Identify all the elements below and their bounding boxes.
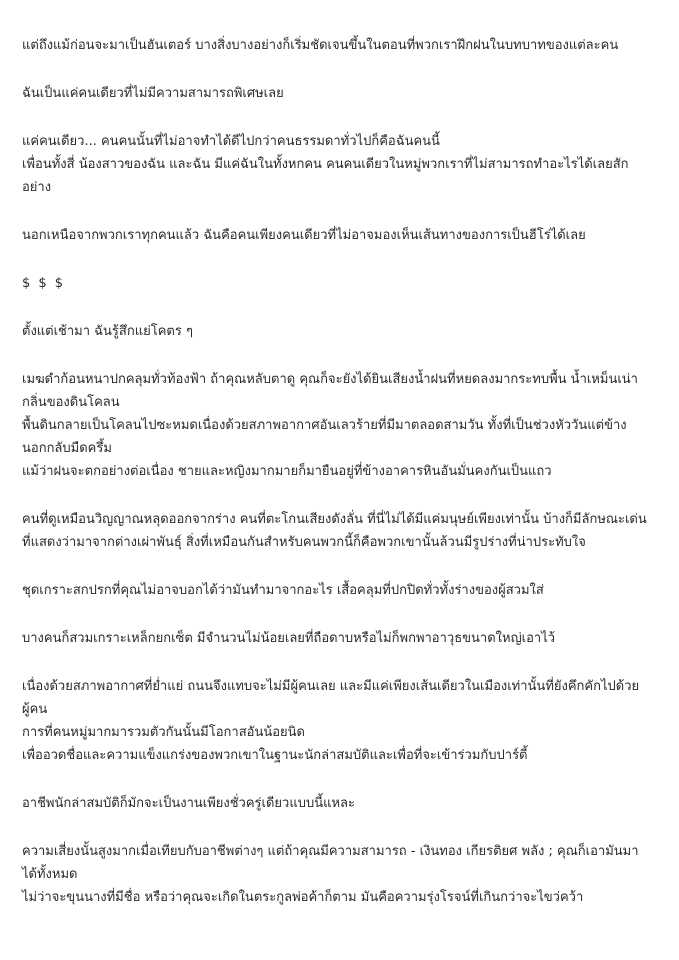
text-line: เพื่ออวดชื่อและความแข็งแกร่งของพวกเขาในฐานะนักล่าสมบัติและเพื่อที่จะเข้าร่วมกับปาร์ตี้	[22, 748, 528, 763]
text-line: คนที่ดูเหมือนวิญญาณหลุดออกจากร่าง คนที่ตะโกนเสียงดังลั่น ที่นี่ไม่ได้มีแค่มนุษย์เพียงเท่านั้น บ้างก็มีลักษณะเด่น	[22, 512, 647, 527]
paragraph	[22, 579, 662, 602]
text-line: แค่คนเดียว... คนคนนั้นที่ไม่อาจทำได้ดีไปกว่าคนธรรมดาทั่วไปก็คือฉันคนนี้	[22, 134, 440, 149]
text-line: ไม่ว่าจะขุนนางที่มีชื่อ หรือว่าคุณจะเกิดในตระกูลพ่อค้าก็ตาม มันคือความรุ่งโรจน์ที่เกินกว่าจะไขว่คว้า	[22, 890, 584, 905]
text-line: กลิ่นของดินโคลน	[22, 395, 120, 410]
text-line: ผู้คน	[22, 702, 48, 717]
text-line: เมฆดำก้อนหนาปกคลุมทั่วท้องฟ้า ถ้าคุณหลับตาดู คุณก็จะยังได้ยินเสียงน้ำฝนที่หยดลงมากระทบพื้น น้ำเหม็นเน่า	[22, 372, 638, 387]
section-separator	[22, 272, 662, 295]
article-body	[22, 34, 662, 934]
text-line: อย่าง	[22, 180, 52, 195]
text-line: พื้นดินกลายเป็นโคลนไปซะหมดเนื่องด้วยสภาพอากาศอันเลวร้ายที่มีมาตลอดสามวัน ทั้งที่เป็นช่วงหัววันแต่ข้าง	[22, 418, 627, 433]
paragraph	[22, 840, 662, 909]
paragraph	[22, 675, 662, 767]
paragraph	[22, 320, 662, 343]
text-line: $ $ $	[22, 276, 66, 291]
text-line: ได้ทั้งหมด	[22, 867, 78, 882]
text-line: ฉันเป็นแค่คนเดียวที่ไม่มีความสามารถพิเศษเลย	[22, 86, 284, 101]
text-line: ที่แสดงว่ามาจากต่างเผ่าพันธุ์ สิ่งที่เหมือนกันสำหรับคนพวกนี้ก็คือพวกเขานั้นล้วนมีรูปร่างที่น่าประทับใจ	[22, 535, 586, 550]
text-line: ความเสี่ยงนั้นสูงมากเมื่อเทียบกับอาชีพต่างๆ แต่ถ้าคุณมีความสามารถ - เงินทอง เกียรติยศ พลัง ; คุณก็เอามันมา	[22, 844, 639, 859]
paragraph	[22, 82, 662, 105]
text-line: ตั้งแต่เช้ามา ฉันรู้สึกแย่โคตร ๆ	[22, 324, 193, 339]
text-line: แม้ว่าฝนจะตกอย่างต่อเนื่อง ชายและหญิงมากมายก็มายืนอยู่ที่ข้างอาคารหินอันมั่นคงกันเป็นแถว	[22, 464, 552, 479]
text-line: การที่คนหมู่มากมารวมตัวกันนั้นมีโอกาสอันน้อยนิด	[22, 725, 305, 740]
paragraph	[22, 130, 662, 199]
paragraph	[22, 224, 662, 247]
paragraph	[22, 792, 662, 815]
text-line: นอกเหนือจากพวกเราทุกคนแล้ว ฉันคือคนเพียงคนเดียวที่ไม่อาจมองเห็นเส้นทางของการเป็นฮีโร่ได้เลย	[22, 228, 586, 243]
text-line: นอกกลับมืดครึ้ม	[22, 441, 112, 456]
paragraph	[22, 368, 662, 483]
text-line: เพื่อนทั้งสี่ น้องสาวของฉัน และฉัน มีแค่ฉันในทั้งหกคน คนคนเดียวในหมู่พวกเราที่ไม่สามารถทำอะไรได้เลยสัก	[22, 157, 629, 172]
text-line: บางคนก็สวมเกราะเหล็กยกเซ็ต มีจำนวนไม่น้อยเลยที่ถือดาบหรือไม่ก็พกพาอาวุธขนาดใหญ่เอาไว้	[22, 631, 556, 646]
text-line: แต่ถึงแม้ก่อนจะมาเป็นฮันเตอร์ บางสิ่งบางอย่างก็เริ่มชัดเจนขึ้นในตอนที่พวกเราฝึกฝนในบทบาทของแต่ละคน	[22, 38, 619, 53]
text-line: เนื่องด้วยสภาพอากาศที่ย่ำแย่ ถนนจึงแทบจะไม่มีผู้คนเลย และมีแค่เพียงเส้นเดียวในเมืองเท่านั้นที่ยังคึกคักไปด้วย	[22, 679, 640, 694]
paragraph	[22, 34, 662, 57]
paragraph	[22, 627, 662, 650]
text-line: ชุดเกราะสกปรกที่คุณไม่อาจบอกได้ว่ามันทำมาจากอะไร เสื้อคลุมที่ปกปิดทั่วทั้งร่างของผู้สวมใส่	[22, 583, 544, 598]
text-line: อาชีพนักล่าสมบัติก็มักจะเป็นงานเพียงชั่วครู่เดียวแบบนี้แหละ	[22, 796, 355, 811]
paragraph	[22, 508, 662, 554]
